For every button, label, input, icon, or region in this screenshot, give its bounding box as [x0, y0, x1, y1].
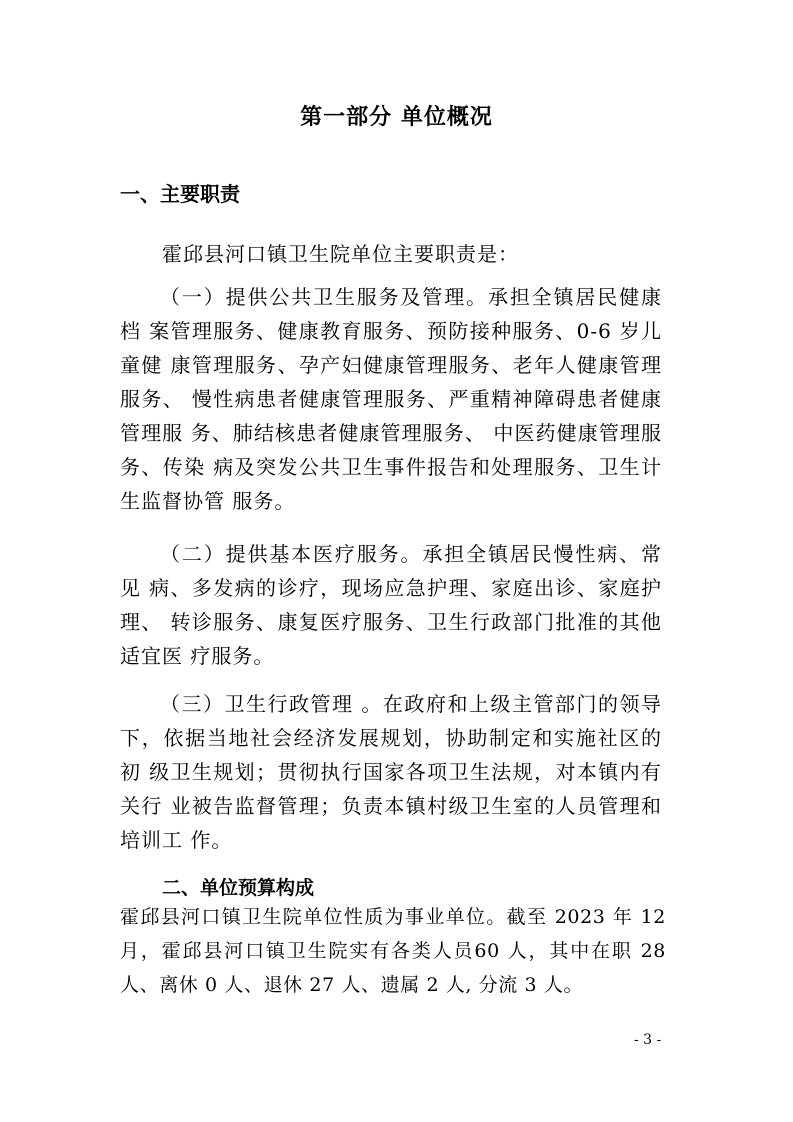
page-title: 第一部分 单位概况: [300, 105, 493, 130]
page-number: - 3 -: [634, 1032, 662, 1048]
section-heading-main-duties: 一、主要职责: [120, 182, 240, 206]
section-heading-budget-composition: 二、单位预算构成: [162, 877, 315, 899]
duty-paragraph-public-health: （一）提供公共卫生服务及管理。承担全镇居民健康档 案管理服务、健康教育服务、预防接种服务、0-6 岁儿童健 康管理服务、孕产妇健康管理服务、老年人健康管理服务、 慢性病患者健康管理服务、严重精神障碍患者健康管理服 务、肺结核患者健康管理服务、 中医药健康管理服务、传染 病及突发公共卫生事件报告和处理服务、卫生计生监督协管 服务。: [120, 285, 662, 513]
budget-composition-paragraph: 霍邱县河口镇卫生院单位性质为事业单位。截至 2023 年 12 月，霍邱县河口镇卫生院实有各类人员60 人，其中在职 28 人、离休 0 人、退休 27 人、遗属 2 人, 分流 3 人。: [120, 906, 666, 996]
intro-paragraph: 霍邱县河口镇卫生院单位主要职责是：: [162, 242, 519, 266]
duty-paragraph-administration: （三）卫生行政管理 。在政府和上级主管部门的领导 下，依据当地社会经济发展规划，协助制定和实施社区的初 级卫生规划；贯彻执行国家各项卫生法规，对本镇内有关行 业被告监督管理；负责本镇村级卫生室的人员管理和培训工 作。: [120, 692, 662, 852]
duty-paragraph-basic-medical: （二）提供基本医疗服务。承担全镇居民慢性病、常见 病、多发病的诊疗，现场应急护理、家庭出诊、家庭护理、 转诊服务、康复医疗服务、卫生行政部门批准的其他适宜医 疗服务。: [120, 542, 662, 668]
